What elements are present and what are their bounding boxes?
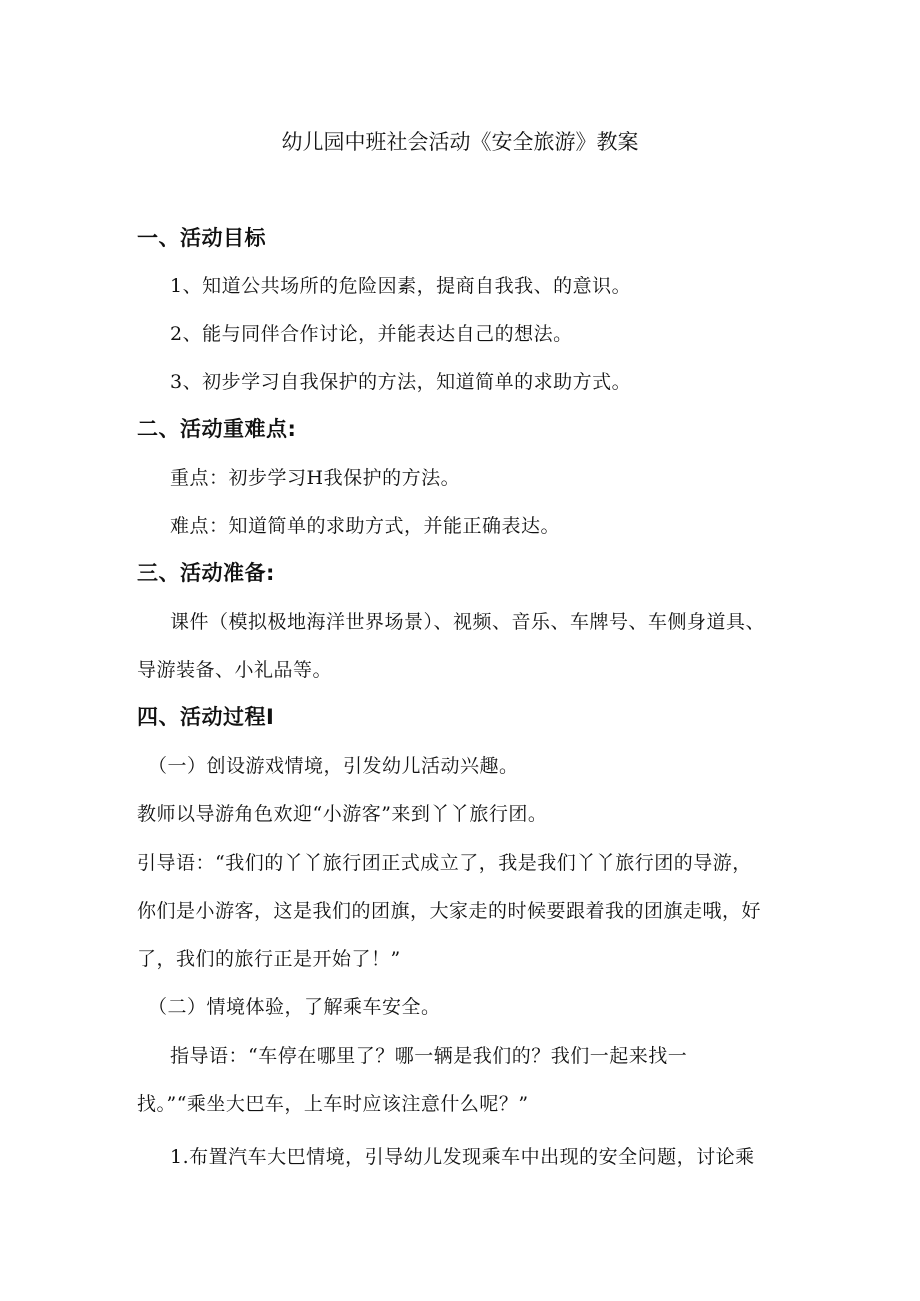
process-paragraph-1: 教师以导游角色欢迎“小游客”来到丫丫旅行团。 bbox=[137, 803, 548, 825]
process-paragraph-2-line-2: 你们是小游客，这是我们的团旗，大家走的时候要跟着我的团旗走哦，好 bbox=[137, 900, 762, 922]
goal-item-3: 3、初步学习自我保护的方法，知道简单的求助方式。 bbox=[170, 371, 632, 393]
process-step-1: （一）创设游戏情境，引发幼儿活动兴趣。 bbox=[148, 755, 519, 777]
document-title: 幼儿园中班社会活动《安全旅游》教案 bbox=[281, 130, 639, 154]
process-paragraph-2-line-1: 引导语：“我们的丫丫旅行团正式成立了，我是我们丫丫旅行团的导游， bbox=[137, 852, 752, 874]
difficulty-point: 难点：知道简单的求助方式，并能正确表达。 bbox=[170, 515, 561, 537]
process-paragraph-4: 1.布置汽车大巴情境，引导幼儿发现乘车中出现的安全问题，讨论乘 bbox=[170, 1146, 755, 1168]
process-paragraph-2-line-3: 了，我们的旅行正是开始了！” bbox=[137, 948, 401, 970]
goal-item-2: 2、能与同伴合作讨论，并能表达自己的想法。 bbox=[170, 323, 573, 345]
section-heading-process: 四、活动过程I bbox=[137, 705, 275, 729]
section-heading-preparation: 三、活动准备: bbox=[137, 561, 275, 585]
preparation-line-2: 导游装备、小礼品等。 bbox=[137, 659, 333, 681]
preparation-line-1: 课件（模拟极地海洋世界场景）、视频、音乐、车牌号、车侧身道具、 bbox=[170, 611, 766, 633]
process-paragraph-3-line-2: 找。”“乘坐大巴车，上车时应该注意什么呢？” bbox=[137, 1093, 529, 1115]
goal-item-1: 1、知道公共场所的危险因素，提商自我我、的意识。 bbox=[170, 275, 632, 297]
section-heading-goals: 一、活动目标 bbox=[137, 226, 266, 250]
process-paragraph-3-line-1: 指导语：“车停在哪里了？哪一辆是我们的？我们一起来找一 bbox=[170, 1045, 688, 1067]
key-point: 重点：初步学习H我保护的方法。 bbox=[170, 467, 461, 489]
process-step-2: （二）情境体验，了解乘车安全。 bbox=[148, 996, 441, 1018]
section-heading-key-points: 二、活动重难点: bbox=[137, 417, 297, 441]
